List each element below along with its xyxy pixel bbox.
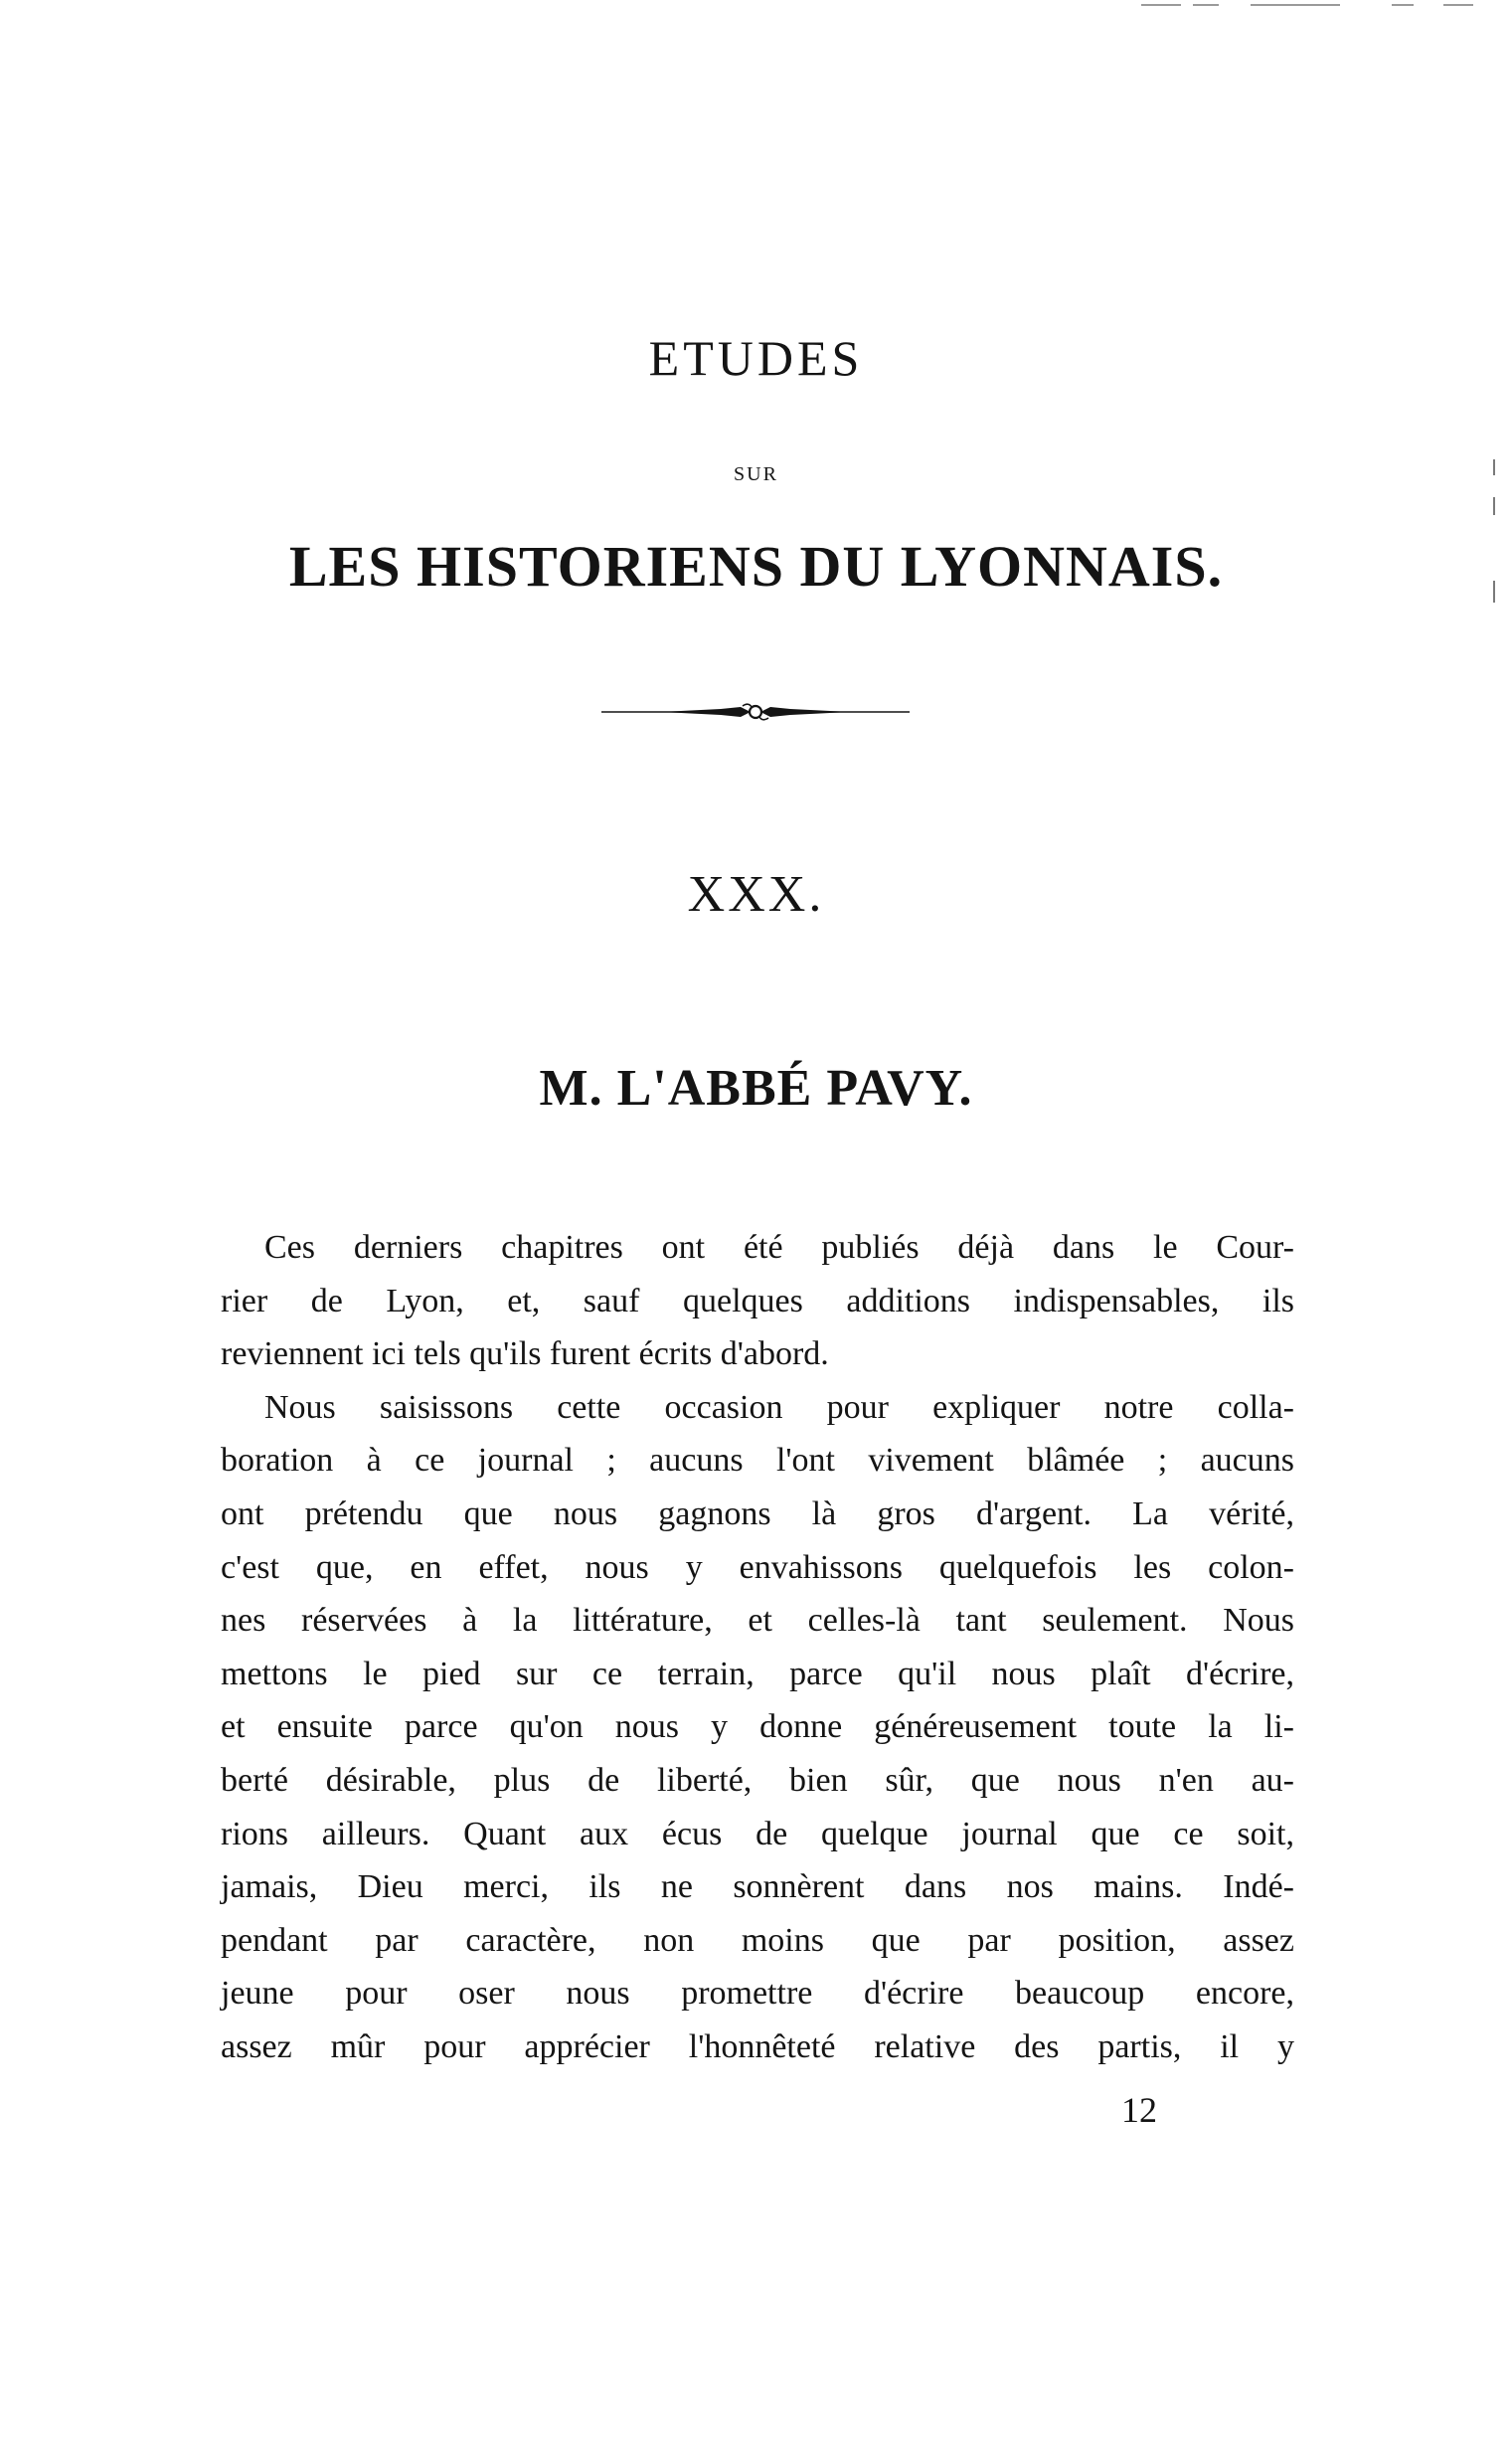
text-line: rier de Lyon, et, sauf quelques additions indispensables, ils	[221, 1282, 1294, 1319]
scan-edge-mark	[1193, 4, 1219, 6]
text-line: berté désirable, plus de liberté, bien sûr, que nous n'en au-	[221, 1761, 1294, 1799]
text-line: assez mûr pour apprécier l'honnêteté relative des partis, il y	[221, 2027, 1294, 2065]
scan-edge-mark	[1392, 4, 1414, 6]
decorative-rule-icon	[601, 692, 910, 732]
text-line: c'est que, en effet, nous y envahissons quelquefois les colon-	[221, 1548, 1294, 1586]
chapter-subject: M. L'ABBÉ PAVY.	[539, 1060, 973, 1117]
text-line: Ces derniers chapitres ont été publiés déjà dans le Cour-	[264, 1229, 1294, 1266]
text-line: ont prétendu que nous gagnons là gros d'argent. La vérité,	[221, 1494, 1294, 1532]
text-line: boration à ce journal ; aucuns l'ont vivement blâmée ; aucuns	[221, 1442, 1294, 1480]
signature-mark: 12	[1121, 2090, 1157, 2130]
title-connector: SUR	[734, 463, 778, 485]
text-line: reviennent ici tels qu'ils furent écrits d'abord.	[221, 1335, 829, 1373]
body-paragraph	[221, 1221, 1294, 2074]
scan-edge-mark	[1141, 4, 1181, 6]
text-line: jeune pour oser nous promettre d'écrire beaucoup encore,	[221, 1975, 1294, 2013]
page-title: LES HISTORIENS DU LYONNAIS.	[288, 534, 1224, 599]
text-line: pendant par caractère, non moins que par position, assez	[221, 1921, 1294, 1959]
text-line: rions ailleurs. Quant aux écus de quelque journal que ce soit,	[221, 1815, 1294, 1852]
title-etudes: ETUDES	[648, 330, 864, 386]
scan-edge-mark	[1251, 4, 1340, 6]
text-line: et ensuite parce qu'on nous y donne généreusement toute la li-	[221, 1708, 1294, 1746]
text-line: mettons le pied sur ce terrain, parce qu'il nous plaît d'écrire,	[221, 1655, 1294, 1692]
text-line: nes réservées à la littérature, et celles-là tant seulement. Nous	[221, 1602, 1294, 1640]
text-line: jamais, Dieu merci, ils ne sonnèrent dans nos mains. Indé-	[221, 1868, 1294, 1906]
scan-edge-mark	[1493, 497, 1495, 515]
chapter-number: XXX.	[687, 866, 825, 923]
scan-edge-mark	[1443, 4, 1473, 6]
text-line: Nous saisissons cette occasion pour expliquer notre colla-	[264, 1388, 1294, 1426]
